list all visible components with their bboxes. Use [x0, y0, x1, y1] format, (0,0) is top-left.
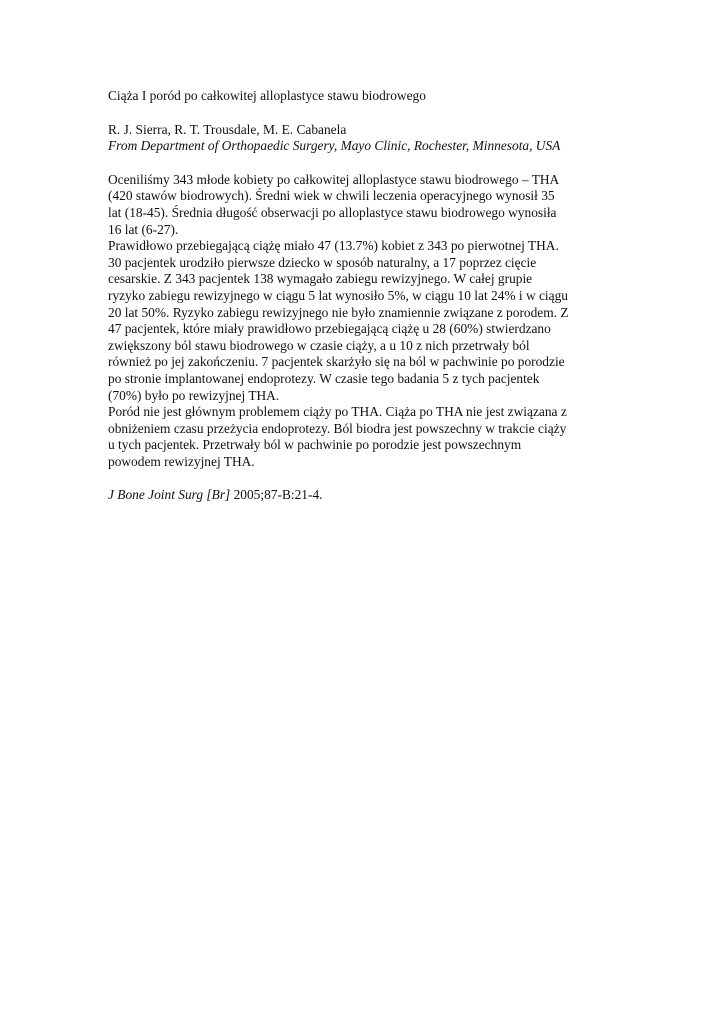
- abstract-line: ryzyko zabiegu rewizyjnego w ciągu 5 lat wynosiło 5%, w ciągu 10 lat 24% i w ciągu: [108, 287, 568, 303]
- document-title: Ciąża I poród po całkowitej alloplastyce stawu biodrowego: [108, 88, 426, 103]
- abstract-line: Prawidłowo przebiegającą ciążę miało 47 (13.7%) kobiet z 343 po pierwotnej THA.: [108, 238, 559, 254]
- abstract-line: obniżeniem czasu przeżycia endoprotezy. Ból biodra jest powszechny w trakcie ciąży: [108, 420, 567, 436]
- abstract-line: 16 lat (6-27).: [108, 221, 179, 237]
- abstract-line: u tych pacjentek. Przetrwały ból w pachwinie po porodzie jest powszechnym: [108, 437, 522, 453]
- abstract-line: (420 stawów biodrowych). Średni wiek w chwili leczenia operacyjnego wynosił 35: [108, 188, 555, 204]
- citation-journal: J Bone Joint Surg [Br]: [108, 487, 231, 503]
- abstract-line: 20 lat 50%. Ryzyko zabiegu rewizyjnego nie było znamiennie związane z porodem. Z: [108, 304, 569, 320]
- abstract-line: Poród nie jest głównym problemem ciąży po THA. Ciąża po THA nie jest związana z: [108, 404, 567, 420]
- abstract-line: również po jej zakończeniu. 7 pacjentek skarżyło się na ból w pachwinie po porodzie: [108, 354, 565, 370]
- abstract-line: zwiększony ból stawu biodrowego w czasie ciąży, a u 10 z nich przetrwały ból: [108, 337, 530, 353]
- citation-details: 2005;87-B:21-4.: [230, 487, 323, 503]
- abstract-line: powodem rewizyjnej THA.: [108, 453, 255, 469]
- abstract-line: (70%) było po rewizyjnej THA.: [108, 387, 280, 403]
- citation: [108, 487, 620, 504]
- abstract-body: [108, 172, 620, 471]
- abstract-line: cesarskie. Z 343 pacjentek 138 wymagało zabiegu rewizyjnego. W całej grupie: [108, 271, 533, 287]
- author-list: R. J. Sierra, R. T. Trousdale, M. E. Cabanela: [108, 121, 347, 137]
- abstract-line: lat (18-45). Średnia długość obserwacji po alloplastyce stawu biodrowego wynosiła: [108, 204, 557, 220]
- abstract-line: 47 pacjentek, które miały prawidłowo przebiegającą ciążę u 28 (60%) stwierdzano: [108, 321, 551, 337]
- affiliation: From Department of Orthopaedic Surgery, Mayo Clinic, Rochester, Minnesota, USA: [108, 138, 561, 154]
- document-page: [108, 88, 620, 504]
- abstract-line: Oceniliśmy 343 młode kobiety po całkowitej alloplastyce stawu biodrowego – THA: [108, 171, 560, 187]
- author-block: [108, 122, 620, 155]
- abstract-line: po stronie implantowanej endoprotezy. W czasie tego badania 5 z tych pacjentek: [108, 370, 540, 386]
- abstract-line: 30 pacjentek urodziło pierwsze dziecko w sposób naturalny, a 17 poprzez cięcie: [108, 254, 537, 270]
